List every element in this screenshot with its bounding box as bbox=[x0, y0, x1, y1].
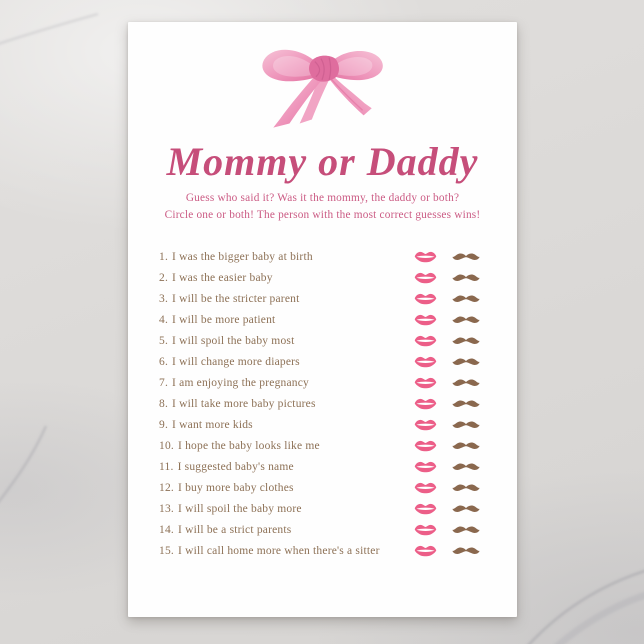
lips-icon bbox=[414, 376, 437, 389]
list-item bbox=[159, 519, 480, 540]
mustache-icon bbox=[452, 273, 480, 282]
item-text: I was the bigger baby at birth bbox=[172, 250, 313, 263]
mustache-icon bbox=[452, 462, 480, 471]
bow-graphic bbox=[256, 43, 390, 133]
card-title: Mommy or Daddy bbox=[166, 139, 479, 184]
item-text: I will take more baby pictures bbox=[172, 397, 316, 410]
item-number: 4. bbox=[159, 313, 169, 326]
game-card bbox=[128, 22, 517, 617]
item-text: I will spoil the baby most bbox=[172, 334, 295, 347]
lips-icon bbox=[414, 502, 437, 515]
item-number: 11. bbox=[159, 460, 174, 473]
mustache-icon bbox=[452, 483, 480, 492]
mustache-icon bbox=[452, 357, 480, 366]
list-item bbox=[159, 477, 480, 498]
item-text: I will call home more when there's a sitter bbox=[177, 544, 380, 557]
item-text: I am enjoying the pregnancy bbox=[172, 376, 309, 389]
item-text: I want more kids bbox=[172, 418, 253, 431]
lips-icon bbox=[414, 523, 437, 536]
item-number: 15. bbox=[159, 544, 174, 557]
list-item bbox=[159, 393, 480, 414]
list-item bbox=[159, 435, 480, 456]
list-item bbox=[159, 309, 480, 330]
card-instructions bbox=[128, 190, 517, 223]
lips-icon bbox=[414, 418, 437, 431]
list-item bbox=[159, 498, 480, 519]
mustache-icon bbox=[452, 399, 480, 408]
lips-icon bbox=[414, 250, 437, 263]
list-item bbox=[159, 246, 480, 267]
mustache-icon bbox=[452, 294, 480, 303]
item-text: I will be a strict parents bbox=[177, 523, 292, 536]
item-number: 13. bbox=[159, 502, 174, 515]
mustache-icon bbox=[452, 504, 480, 513]
instructions-line-1: Guess who said it? Was it the mommy, the daddy or both? bbox=[185, 192, 460, 204]
lips-icon bbox=[414, 292, 437, 305]
mustache-icon bbox=[452, 315, 480, 324]
mustache-icon bbox=[452, 336, 480, 345]
mustache-icon bbox=[452, 420, 480, 429]
item-text: I hope the baby looks like me bbox=[177, 439, 320, 452]
list-item bbox=[159, 288, 480, 309]
item-text: I will spoil the baby more bbox=[177, 502, 302, 515]
item-number: 9. bbox=[159, 418, 169, 431]
lips-icon bbox=[414, 355, 437, 368]
item-number: 1. bbox=[159, 250, 169, 263]
list-item bbox=[159, 267, 480, 288]
item-text: I was the easier baby bbox=[172, 271, 273, 284]
lips-icon bbox=[414, 271, 437, 284]
item-text: I will be more patient bbox=[172, 313, 276, 326]
item-number: 10. bbox=[159, 439, 174, 452]
list-item bbox=[159, 372, 480, 393]
item-text: I will change more diapers bbox=[172, 355, 300, 368]
item-text: I buy more baby clothes bbox=[177, 481, 294, 494]
item-number: 14. bbox=[159, 523, 174, 536]
list-item bbox=[159, 456, 480, 477]
question-list bbox=[159, 246, 480, 561]
lips-icon bbox=[414, 544, 437, 557]
mustache-icon bbox=[452, 525, 480, 534]
lips-icon bbox=[414, 397, 437, 410]
lips-icon bbox=[414, 334, 437, 347]
list-item bbox=[159, 540, 480, 561]
item-number: 5. bbox=[159, 334, 169, 347]
item-number: 7. bbox=[159, 376, 169, 389]
item-number: 8. bbox=[159, 397, 169, 410]
item-text: I suggested baby's name bbox=[177, 460, 294, 473]
mustache-icon bbox=[452, 441, 480, 450]
item-number: 2. bbox=[159, 271, 169, 284]
lips-icon bbox=[414, 460, 437, 473]
lips-icon bbox=[414, 481, 437, 494]
mustache-icon bbox=[452, 546, 480, 555]
list-item bbox=[159, 351, 480, 372]
item-number: 6. bbox=[159, 355, 169, 368]
instructions-line-2: Circle one or both! The person with the most correct guesses wins! bbox=[164, 208, 481, 221]
list-item bbox=[159, 330, 480, 351]
mustache-icon bbox=[452, 252, 480, 261]
item-text: I will be the stricter parent bbox=[172, 292, 300, 305]
list-item bbox=[159, 414, 480, 435]
item-number: 12. bbox=[159, 481, 174, 494]
item-number: 3. bbox=[159, 292, 169, 305]
mustache-icon bbox=[452, 378, 480, 387]
lips-icon bbox=[414, 313, 437, 326]
pink-bow-icon bbox=[256, 43, 390, 133]
lips-icon bbox=[414, 439, 437, 452]
